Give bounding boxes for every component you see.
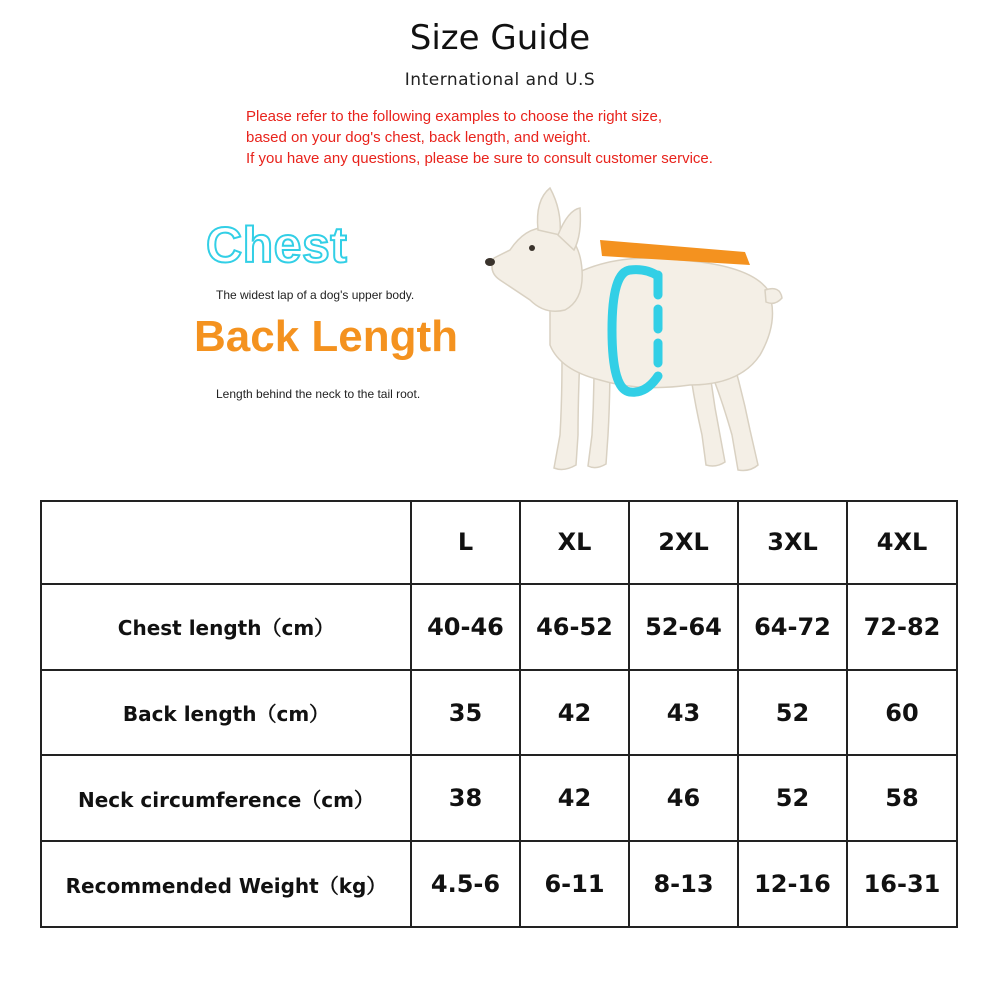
table-cell: 4.5-6 <box>411 841 520 927</box>
table-cell: 12-16 <box>738 841 847 927</box>
note-line: Please refer to the following examples to choose the right size, <box>246 108 663 125</box>
table-cell: 52 <box>738 755 847 841</box>
table-cell: 58 <box>847 755 957 841</box>
table-cell: 8-13 <box>629 841 738 927</box>
table-header-row <box>41 501 957 584</box>
table-row <box>41 670 957 756</box>
row-label: Back length（cm） <box>41 670 411 756</box>
table-cell: 46 <box>629 755 738 841</box>
row-label: Chest length（cm） <box>41 584 411 670</box>
size-header: 3XL <box>738 501 847 584</box>
table-cell: 35 <box>411 670 520 756</box>
back-length-title: Back Length <box>194 312 459 361</box>
row-label: Neck circumference（cm） <box>41 755 411 841</box>
table-row <box>41 841 957 927</box>
size-header: 4XL <box>847 501 957 584</box>
chest-title: Chest <box>206 217 348 273</box>
dog-illustration <box>450 180 790 480</box>
table-cell: 38 <box>411 755 520 841</box>
chest-description: The widest lap of a dog's upper body. <box>216 288 415 302</box>
table-cell: 42 <box>520 755 629 841</box>
table-row <box>41 755 957 841</box>
size-notes <box>246 106 946 169</box>
size-header: L <box>411 501 520 584</box>
note-line: based on your dog's chest, back length, and weight. <box>246 129 591 146</box>
back-length-description: Length behind the neck to the tail root. <box>216 387 421 401</box>
note-line: If you have any questions, please be sure to consult customer service. <box>246 150 713 167</box>
dog-icon <box>492 188 782 470</box>
table-cell: 42 <box>520 670 629 756</box>
table-cell: 52-64 <box>629 584 738 670</box>
table-cell: 40-46 <box>411 584 520 670</box>
table-cell: 72-82 <box>847 584 957 670</box>
size-header: XL <box>520 501 629 584</box>
table-corner-cell <box>41 501 411 584</box>
table-cell: 52 <box>738 670 847 756</box>
table-cell: 16-31 <box>847 841 957 927</box>
table-cell: 46-52 <box>520 584 629 670</box>
page-title: Size Guide <box>409 18 591 58</box>
size-table <box>40 500 958 928</box>
table-row <box>41 584 957 670</box>
table-cell: 60 <box>847 670 957 756</box>
table-cell: 6-11 <box>520 841 629 927</box>
table-cell: 43 <box>629 670 738 756</box>
size-header: 2XL <box>629 501 738 584</box>
page-subtitle: International and U.S <box>404 70 596 90</box>
row-label: Recommended Weight（kg） <box>41 841 411 927</box>
table-cell: 64-72 <box>738 584 847 670</box>
